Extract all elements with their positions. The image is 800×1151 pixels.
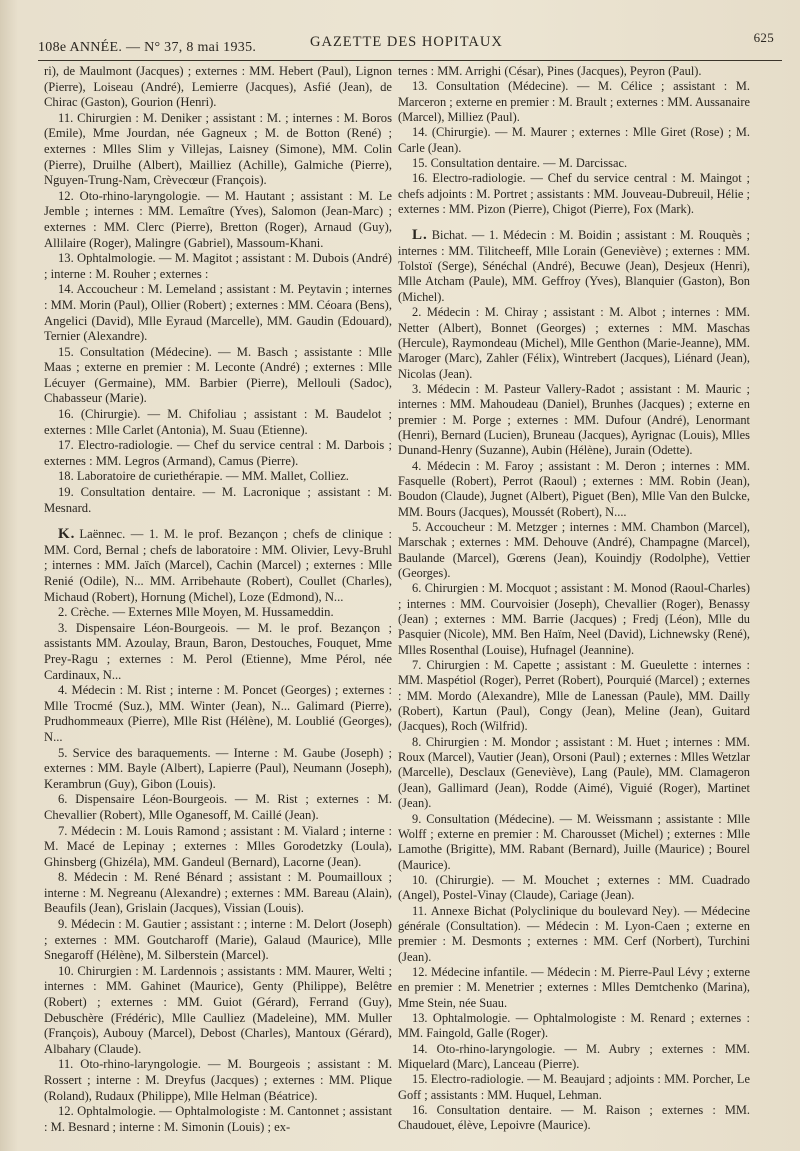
paragraph — [44, 621, 392, 683]
entry-text: 13. Ophtalmologie. — M. Magitot ; assistant : M. Dubois (André) ; interne : M. Rouher ; externes : — [44, 251, 392, 281]
entry-text: 15. Consultation dentaire. — M. Darcissac. — [412, 156, 628, 171]
paragraph — [44, 605, 392, 621]
entry-text: 14. (Chirurgie). — M. Maurer ; externes : Mlle Giret (Rose) ; M. Carle (Jean). — [398, 125, 750, 155]
entry-text: 5. Service des baraquements. — Interne : M. Gaube (Joseph) ; externes : MM. Bayle (Albert), Lapierre (Paul), Neumann (Joseph), Kerambrun (Guy), Gibon (Louis). — [44, 745, 392, 791]
paragraph — [398, 581, 750, 658]
paragraph — [44, 917, 392, 964]
entry-text: 7. Chirurgien : M. Capette ; assistant : M. Gueulette : internes : MM. Maspétiol (Roger), Perret (Robert), Pourquié (Marcel) ; externes : MM. Mordo (Alexandre), Mlle de Lanessan (Paule), MM. Dailly (Robert), Kartun (Paul), Congy (Jean), Meline (Jean), Guitard (Jacques), Roch (Wilfrid). — [398, 658, 750, 734]
paragraph — [398, 1042, 750, 1073]
paragraph — [44, 251, 392, 282]
paragraph — [398, 658, 750, 735]
entry-text: 2. Crèche. — Externes Mlle Moyen, M. Hussameddin. — [58, 605, 334, 620]
entry-text: 11. Annexe Bichat (Polyclinique du boulevard Ney). — Médecine générale (Consultation). — Médecin : M. Lyon-Caen ; externe en premier : M. Desmonts ; externes : MM. Cerf (Norbert), Turchini (Jean). — [398, 903, 750, 964]
page-number: 625 — [753, 30, 774, 45]
entry-text: 12. Médecine infantile. — Médecin : M. Pierre-Paul Lévy ; externe en premier : M. Menetrier ; externes : Mlles Demtchenko (Marina), Mme Stein, née Suau. — [398, 964, 750, 1010]
entry-text: 7. Médecin : M. Louis Ramond ; assistant : M. Vialard ; interne : M. Macé de Lepinay ; externes : Mlles Gorodetzky (Loula), Ghinsberg (Ghizéla), MM. Gandeul (Bernard), Lacorne (Jean). — [44, 823, 392, 869]
entry-text: 4. Médecin : M. Rist ; interne : M. Poncet (Georges) ; externes : Mlle Trocmé (Suz.), MM. Winter (Jean), N... Galimard (Pierre), Prudhommeaux (Pierre), Mlle Rist (Hélène), M. Loublié (Georges), N... — [44, 683, 392, 744]
paragraph — [398, 904, 750, 965]
paragraph — [398, 965, 750, 1011]
paragraph — [398, 171, 750, 217]
paragraph — [44, 1104, 392, 1135]
entry-text: 4. Médecin : M. Faroy ; assistant : M. Deron ; internes : MM. Fasquelle (Robert), Perrot (Raoul) ; externes : MM. Robin (Jean), Boudon (Claude), Jugnet (Albert), Piguet (Ben), Mlle Van den Bulcke, MM. Bours (Jacques), Moussét (Robert), N.... — [398, 458, 750, 519]
entry-text: 17. Electro-radiologie. — Chef du service central : M. Darbois ; externes : MM. Legros (Armand), Camus (Pierre). — [44, 438, 392, 468]
entry-text: 2. Médecin : M. Chiray ; assistant : M. Albot ; internes : MM. Netter (Albert), Bonnet (Georges) ; externes : MM. Maschas (Hercule), Raymondeau (Michel), Mlle Genthon (Marie-Jeanne), MM. Maroger (Marc), Zahler (Félix), Wintrebert (Jacques), Liénard (Jean), Nicolas (Jean). — [398, 305, 750, 381]
paragraph — [398, 520, 750, 581]
paragraph — [398, 459, 750, 520]
paragraph — [44, 111, 392, 189]
entry-text: 16. Consultation dentaire. — M. Raison ; externes : MM. Chaudouet, élève, Lepoivre (Maurice). — [398, 1103, 750, 1133]
hospital-entry-text: Laënnec. — 1. M. le prof. Bezançon ; chefs de clinique : MM. Cord, Bernal ; chefs de laboratoire : MM. Olivier, Levy-Bruhl ; internes : MM. Jaïch (Marcel), Cachin (Marcel) ; externes : Mlle Renié (Odile), N... MM. Arribehaute (Robert), Coullet (Charles), Michaud (Robert), Hornung (Michel), Loze (Edmond), N... — [44, 527, 392, 604]
entry-text: 5. Accoucheur : M. Metzger ; internes : MM. Chambon (Marcel), Marschak ; externes : MM. Dehouve (André), Champagne (Marcel), Baulande (Marcel), Gœrens (Jean), Kouindjy (Rodolphe), Vettier (Georges). — [398, 519, 750, 580]
paragraph — [398, 156, 750, 171]
paragraph — [44, 189, 392, 251]
paragraph — [398, 1103, 750, 1134]
journal-title: GAZETTE DES HOPITAUX — [310, 34, 503, 50]
entry-text: 14. Oto-rhino-laryngologie. — M. Aubry ; externes : MM. Miquelard (Marc), Lanceau (Pierre). — [398, 1041, 750, 1071]
entry-text: 18. Laboratoire de curiethérapie. — MM. Mallet, Colliez. — [58, 469, 349, 484]
paragraph — [44, 824, 392, 871]
left-column — [44, 64, 392, 1135]
entry-text: 12. Oto-rhino-laryngologie. — M. Hautant ; assistant : M. Le Jemble ; internes : MM. Lemaître (Yves), Salomon (Jean-Marc) ; externes : MM. Clerc (Pierre), Bretton (Roger), Arnaud (Guy), Allilaire (Roger), Malingre (Gabriel), Massoum-Khani. — [44, 188, 392, 250]
hospital-entry-text: Bichat. — 1. Médecin : M. Boidin ; assistant : M. Rouquès ; internes : MM. Tilitcheeff, Mlle Lorain (Geneviève) ; externes : MM. Tolstoï (Serge), Sénéchal (André), Becuwe (Jean), Desjeux (Henri), Mlle Atcham (Paule), MM. Geffroy (Yves), Blanquier (Gaston), Bon (Michel). — [398, 228, 750, 304]
entry-text: 9. Consultation (Médecine). — M. Weissmann ; assistante : Mlle Wolff ; externe en premier : M. Charousset (Michel) ; externes : Mlle Lamothe (Brigitte), MM. Rabant (Bernard), Juille (Maurice) ; Bourel (Maurice). — [398, 811, 750, 872]
paragraph — [398, 64, 750, 79]
entry-text: 12. Ophtalmologie. — Ophtalmologiste : M. Cantonnet ; assistant : M. Besnard ; interne : M. Simonin (Louis) ; ex- — [44, 1104, 392, 1134]
entry-text: 3. Dispensaire Léon-Bourgeois. — M. le prof. Bezançon ; assistants MM. Azoulay, Braun, Baron, Destouches, Fouquet, Mme Prey-Ragu ; externes : M. Perol (Etienne), Mme Pérol, née Cardinaux, N... — [44, 620, 392, 682]
entry-text: 11. Chirurgien : M. Deniker ; assistant : M. ; internes : M. Boros (Emile), Mme Jourdan, née Gagneux ; M. de Botton (René) ; externes : Mlles Slim y Villejas, Laisney (Simone), MM. Colin (Pierre), Druilhe (Albert), Mailliez (Achille), Galmiche (Pierre), Nguyen-Trung-Nam, Crèvecœur (François). — [44, 110, 392, 188]
paragraph — [398, 873, 750, 904]
paragraph — [44, 469, 392, 485]
entry-text: 14. Accoucheur : M. Lemeland ; assistant : M. Peytavin ; internes : MM. Morin (Paul), Ollier (Robert) ; externes : MM. Céoara (Bens), Angelici (David), Mlle Eyraud (Marcelle), MM. Gaudin (Edouard), Ternier (Alexandre). — [44, 282, 393, 344]
paragraph — [44, 683, 392, 745]
entry-text: 19. Consultation dentaire. — M. Lacronique ; assistant : M. Mesnard. — [44, 485, 392, 515]
paragraph — [398, 305, 750, 382]
paragraph — [398, 228, 750, 305]
paragraph — [44, 282, 392, 344]
paragraph — [44, 746, 392, 793]
page-header — [38, 30, 780, 56]
paragraph — [398, 125, 750, 156]
entry-text: ternes : MM. Arrighi (César), Pines (Jacques), Peyron (Paul). — [398, 64, 702, 78]
paragraph — [44, 527, 392, 605]
entry-text: 8. Chirurgien : M. Mondor ; assistant : M. Huet ; internes : MM. Roux (Marcel), Vautier (Jean), Orsoni (Paul) ; externes : Mlles Wetzlar (Marcelle), Desclaux (Geneviève), Lang (Paule), MM. Clamageron (Jean), Gallimard (Jean), Rodde (Aimé), Viguié (Roger), Martinet (Jean). — [398, 734, 750, 811]
paragraph — [44, 964, 392, 1058]
entry-text: 8. Médecin : M. René Bénard ; assistant : M. Poumailloux ; interne : M. Negreanu (Alexandre) ; externes : MM. Bareau (Alain), Beaufils (Jean), Grislain (Jacques), Vissian (Louis). — [44, 870, 392, 916]
entry-text: 13. Ophtalmologie. — Ophtalmologiste : M. Renard ; externes : MM. Faingold, Galle (Roger). — [398, 1010, 750, 1041]
right-column — [398, 64, 750, 1134]
entry-text: 15. Electro-radiologie. — M. Beaujard ; adjoints : MM. Porcher, Le Goff ; assistants : MM. Huquel, Lehman. — [398, 1072, 750, 1102]
entry-text: 11. Oto-rhino-laryngologie. — M. Bourgeois ; assistant : M. Rossert ; interne : M. Dreyfus (Jacques) ; externes : MM. Plique (Roland), Rudaux (Philippe), Mlle Helman (Béatrice). — [44, 1057, 392, 1103]
section-letter: K. — [58, 526, 76, 543]
paragraph — [398, 735, 750, 812]
entry-text: 9. Médecin : M. Gautier ; assistant : ; interne : M. Delort (Joseph) ; externes : MM. Goutcharoff (Marie), Galaud (Maurice), Mlle Snegaroff (Hélène), M. Silberstein (Marcel). — [44, 917, 392, 963]
paragraph — [398, 1072, 750, 1103]
paragraph — [398, 1011, 750, 1042]
header-rule — [38, 60, 782, 61]
entry-text: 10. (Chirurgie). — M. Mouchet ; externes : MM. Cuadrado (Angel), Postel-Vinay (Claude), Cariage (Jean). — [398, 872, 750, 903]
paragraph — [398, 79, 750, 125]
paragraph — [398, 382, 750, 459]
paragraph — [44, 485, 392, 516]
paragraph — [44, 64, 392, 111]
paragraph — [44, 407, 392, 438]
paragraph — [44, 438, 392, 469]
entry-text: 16. Electro-radiologie. — Chef du service central : M. Maingot ; chefs adjoints : M. Portret ; assistants : MM. Jouveau-Dubreuil, Hélie ; externes : MM. Pizon (Pierre), Chigot (Pierre), Fox (Mark). — [398, 171, 750, 217]
entry-text: 6. Chirurgien : M. Mocquot ; assistant : M. Monod (Raoul-Charles) ; internes : MM. Courvoisier (Joseph), Chevallier (Roger), Benassy (Jean) ; externes : MM. Barrie (Jacques) ; Fredj (Léon), Mlle du Pasquier (Nicole), MM. Ben Haïm, Neel (David), Lichnewsky (René), Mlles Rosenthal (Louise), Hufnagel (Jeannine). — [398, 581, 750, 657]
paragraph — [44, 792, 392, 823]
paragraph — [44, 1057, 392, 1104]
entry-text: 15. Consultation (Médecine). — M. Basch ; assistante : Mlle Maas ; externe en premier : M. Leconte (André) ; externes : Mlle Lécuyer (Germaine), MM. Barbier (Pierre), Mellouli (Sadoc), Chabasseur (Marie). — [44, 344, 392, 406]
entry-text: 13. Consultation (Médecine). — M. Célice ; assistant : M. Marceron ; externe en premier : M. Brault ; externes : MM. Aussanaire (Marcel), Milliez (Paul). — [398, 79, 750, 125]
entry-text: 3. Médecin : M. Pasteur Vallery-Radot ; assistant : M. Mauric ; internes : MM. Mahoudeau (Daniel), Brunhes (Jacques) ; externe en premier : M. Porge ; externes : MM. Dufour (André), Lenormant (Henri), Bernard (Lucien), Bruneau (Jacques), Ayrignac (Louis), Mlles Dunand-Henry (Suzanne), Aubin (Hélène), Jurain (Odette). — [398, 381, 750, 458]
entry-text: 6. Dispensaire Léon-Bourgeois. — M. Rist ; externes : M. Chevallier (Robert), Mlle Oganesoff, M. Caillé (Jean). — [44, 792, 392, 822]
entry-text: 16. (Chirurgie). — M. Chifoliau ; assistant : M. Baudelot ; externes : Mlle Carlet (Antonia), M. Suau (Etienne). — [44, 407, 392, 437]
issue-line: 108e ANNÉE. — N° 37, 8 mai 1935. — [38, 40, 257, 55]
paragraph — [44, 345, 392, 407]
entry-text: 10. Chirurgien : M. Lardennois ; assistants : MM. Maurer, Welti ; internes : MM. Gahinet (Maurice), Genty (Philippe), Belêtre (Robert) ; externes : MM. Guiot (Gérard), Ferrand (Guy), Debuschère (Frédéric), Mlle Caulliez (Madeleine), MM. Muller (François), Aubouy (Marcel), Debost (Charles), Mantoux (Gérard), Albahary (Claude). — [44, 963, 392, 1056]
section-letter: L. — [412, 227, 428, 244]
paragraph — [398, 812, 750, 873]
entry-text: ri), de Maulmont (Jacques) ; externes : MM. Hebert (Paul), Lignon (Pierre), Loiseau (André), Lemierre (Jacques), Asfié (Jean), de Chirac (Gaston), Gourion (Henri). — [44, 64, 392, 110]
paragraph — [44, 870, 392, 917]
